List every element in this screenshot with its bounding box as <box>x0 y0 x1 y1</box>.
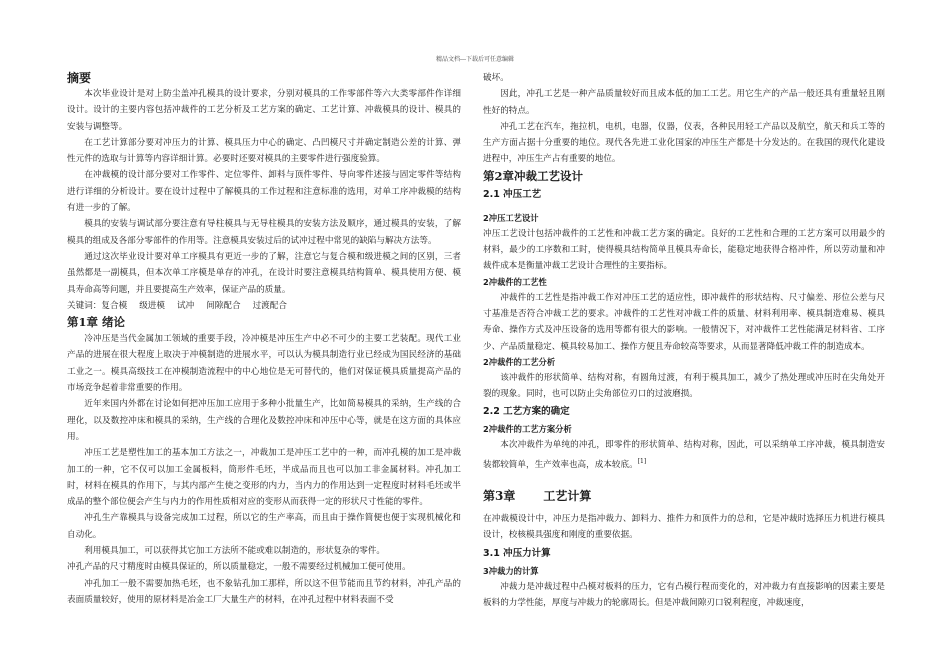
subsection-heading: 3冲裁力的计算 <box>483 565 539 576</box>
body-paragraph <box>483 437 885 472</box>
abstract-paragraph: 在冲裁模的设计部分要对工作零件、定位零件、卸料与顶件零件、导向零件述接与固定零件等结构进行详细的分析设计。要在设计过程中了解模具的工作过程和注意标准的选用，对单工序冲裁模的结构有进一步的了解。 <box>67 170 461 214</box>
section-3-1-heading: 3.1 冲压力计算 <box>483 547 551 559</box>
body-paragraph: 在冲裁模设计中，冲压力是指冲裁力、卸料力、推件力和顶件力的总和，它是冲裁时选择压力机进行模具设计，校核模具强度和刚度的重要依据。 <box>483 513 885 541</box>
body-paragraph: 冲裁力是冲裁过程中凸模对板料的压力，它有凸模行程而变化的，对冲裁力有直接影响的因素主要是板料的力学性能，厚度与冲裁力的轮廓周长。但是冲裁间隙刃口锐利程度，冲裁速度， <box>483 581 885 608</box>
subsection-heading: 2冲压工艺设计 <box>483 212 539 223</box>
body-paragraph: 因此，冲孔工艺是一种产品质量较好而且成本低的加工工艺。用它生产的产品一般还具有重量轻且刚性好的特点。 <box>483 89 885 116</box>
body-paragraph: 该冲裁件的形状简单、结构对称，有圆角过渡，有利于模具加工，减少了热处理或冲压时在尖角处开裂的现象。同时，也可以防止尖角部位刃口的过波磨损。 <box>483 372 885 400</box>
body-paragraph: 冲压工艺是塑性加工的基本加工方法之一，冲裁加工是冲压工艺中的一种，而冲孔模的加工是冲裁加工的一种，它不仅可以加工金属板料，筒形件毛坯，半成品而且也可以加工非金属材料。冲孔加工时，材料在模具的作用下，与其内部产生使之变形的内力，当内力的作用达到一定程度时材料毛坯或半成品的整个部位便会产生与内力的作用性质相对应的变形从而获得一定的形状尺寸性能的零件。 <box>67 448 461 508</box>
body-paragraph: 冲压工艺设计包括冲裁件的工艺性和冲裁工艺方案的确定。良好的工艺性和合理的工艺方案可以用最少的材料，最少的工序数和工时，使得模具结构简单且模具寿命长，能稳定地获得合格冲件，所以劳动量和冲裁件成本是衡量冲裁工艺设计合理性的主要指标。 <box>483 228 885 272</box>
abstract-title: 摘要 <box>67 71 92 85</box>
chapter-3-name: 工艺计算 <box>543 488 592 503</box>
section-2-1-heading: 2.1 冲压工艺 <box>483 188 542 200</box>
abstract-paragraph: 本次毕业设计是对上防尘盖冲孔模具的设计要求，分别对模具的工作零部件等六大类零部件作详细设计。设计的主要内容包括冲裁件的工艺分析及工艺方案的确定、工艺计算、冲裁模具的设计、模具的安装与调整等。 <box>67 89 461 132</box>
body-paragraph: 冲孔加工一般不需要加热毛坯，也不象钻孔加工那样，所以这不但节能而且节约材料，冲孔产品的表面质量较好，使用的原材料是冶金工厂大量生产的材料，在冲孔过程中材料表面不受 <box>67 578 461 605</box>
keyword: 过渡配合 <box>252 300 287 311</box>
right-column <box>483 70 885 611</box>
body-paragraph: 冲裁件的工艺性是指冲裁工作对冲压工艺的适应性，即冲裁件的形状结构、尺寸偏差、形位公差与尺寸基准是否符合冲裁工艺的要求。冲裁件的工艺性对冲裁工件的质量、材料利用率、模具制造难易、模具寿命、操作方式及冲压设备的选用等都有很大的影响。一般情况下，对冲裁件工艺性能满足材料省、工序少、产品质量稳定、模具较易加工、操作方便且寿命较高等要求，从而显著降低冲裁工件的制造成本。 <box>483 292 885 352</box>
abstract-paragraph: 模具的安装与调试部分要注意有导柱模具与无导柱模具的安装方法及顺序，通过模具的安装，了解模具的组成及各部分零部件的作用等。注意模具安装过后的试冲过程中常见的缺陷与解决方法等。 <box>67 219 461 246</box>
chapter-3-number: 第3章 <box>483 488 516 503</box>
chapter-1-title: 第1章 绪论 <box>67 315 126 330</box>
continued-text: 破坏。 <box>483 73 509 83</box>
subsection-heading: 2冲裁件的工艺方案分析 <box>483 424 572 435</box>
body-paragraph: 利用模具加工，可以获得其它加工方法所不能或难以制造的，形状复杂的零件。 <box>84 546 385 557</box>
chapter-2-title: 第2章冲裁工艺设计 <box>483 168 584 183</box>
abstract-paragraph: 通过这次毕业设计要对单工序模具有更近一步的了解，注意它与复合模和级进模之间的区别，三者虽然都是一副模具，但本次单工序模是单存的冲孔，在设计时要注意模具结构简单、模具使用方便、模具寿命高等问题，并且要提高生产效率，保证产品的质量。 <box>67 251 461 295</box>
keywords-label: 关键词： <box>67 300 102 311</box>
left-column <box>67 70 461 608</box>
keyword: 试冲 <box>176 300 195 311</box>
page-header-note: 精品文档---下载后可任意编辑 <box>435 56 515 63</box>
chapter-3-title <box>483 481 885 511</box>
keywords-line <box>67 298 461 314</box>
body-paragraph: 冲孔工艺在汽车，拖拉机，电机，电器，仪器，仪表，各种民用轻工产品以及航空，航天和兵工等的生产方面占据十分重要的地位。现代各先进工业化国家的冲压生产都是十分发达的。在我国的现代化建设进程中，冲压生产占有重要的地位。 <box>483 121 885 165</box>
section-2-2-heading: 2.2 工艺方案的确定 <box>483 406 570 418</box>
body-paragraph: 冷冲压是当代金属加工领域的重要手段，冷冲模是冲压生产中必不可少的主要工艺装配。现代工业产品的进展在很大程度上取决于冲模制造的进展水平，可以认为模具制造行业已经成为国民经济的基础工业之一。模具高级技工在冲模制造流程中的中心地位是无可替代的，他们对保证模具质量提高产品的市场竞争起着非常重要的作用。 <box>67 334 461 394</box>
abstract-paragraph: 在工艺计算部分要对冲压力的计算、模具压力中心的确定、凸凹模尺寸并确定制造公差的计算、弹性元件的选取与计算等内容详细计算。必要时还要对模具的主要零件进行强度验算。 <box>67 137 461 165</box>
body-paragraph: 冲孔产品的尺寸精度时由模具保证的，所以质量稳定，一般不需要经过机械加工便可使用。 <box>67 562 411 573</box>
keyword: 间隙配合 <box>206 300 241 311</box>
subsection-heading: 2冲裁件的工艺分析 <box>483 356 556 367</box>
body-text: 本次冲裁件为单纯的冲孔，即零件的形状简单、结构对称，因此，可以采纳单工序冲裁，模具制造安装都较简单，生产效率也高，成本较底。 <box>483 440 885 470</box>
body-paragraph: 冲孔生产靠模具与设备完成加工过程，所以它的生产率高，而且由于操作简便也便于实现机械化和自动化。 <box>67 513 461 540</box>
keyword: 级进模 <box>139 300 165 311</box>
citation-mark: [1] <box>637 457 647 465</box>
keyword: 复合模 <box>101 300 128 311</box>
body-paragraph: 近年来国内外都在讨论如何把冲压加工应用于多种小批量生产，比如简易模具的采纳，生产线的合理化，以及数控冲床和模具的采纳，生产线的合理化及数控冲床和冲压中心等，就是在这方面的具体应用。 <box>67 399 461 442</box>
subsection-heading: 2冲裁件的工艺性 <box>483 276 547 287</box>
